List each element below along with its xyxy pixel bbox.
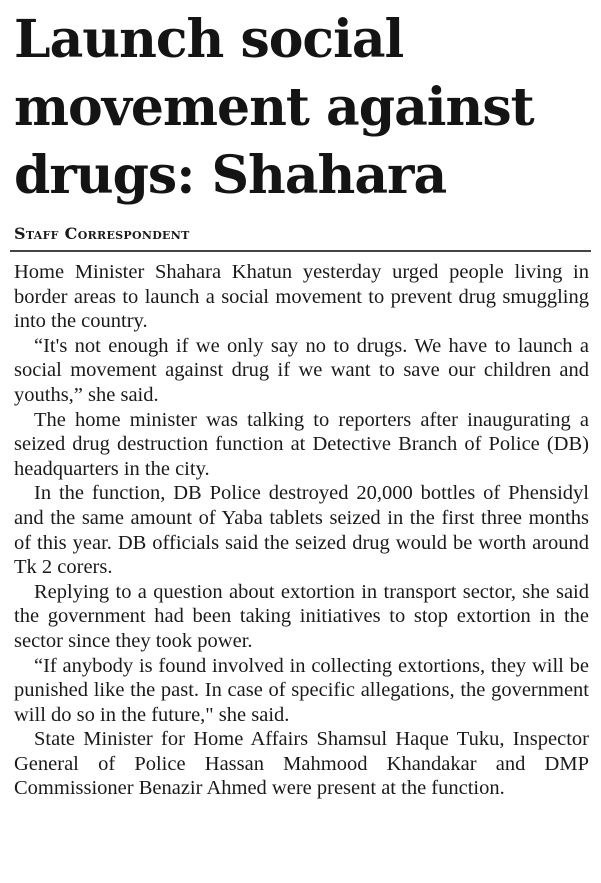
byline-section (10, 224, 591, 252)
article-paragraph-1: Home Minister Shahara Khatun yesterday urged people living in border areas to launch a social movement to prevent drug smuggling into the country. (14, 261, 589, 333)
article-paragraph-7: State Minister for Home Affairs Shamsul Haque Tuku, Inspector General of Police Hassan Mahmood Khandakar and DMP Commissioner Benazir Ahmed were present at the function. (14, 728, 589, 800)
article-paragraph-2: “It's not enough if we only say no to drugs. We have to launch a social movement against drug if we want to save our children and youths,” she said. (14, 334, 589, 406)
article-paragraph-6: “If anybody is found involved in collecting extortions, they will be punished like the past. In case of specific allegations, the government will do so in the future," she said. (14, 654, 589, 726)
article-byline: Staff Correspondent (14, 224, 190, 243)
article-paragraph-5: Replying to a question about extortion in transport sector, she said the government had been taking initiatives to stop extortion in the sector since they took power. (14, 580, 589, 652)
article-paragraph-4: In the function, DB Police destroyed 20,000 bottles of Phensidyl and the same amount of Yaba tablets seized in the first three months of this year. DB officials said the seized drug would be worth around Tk 2 corers. (14, 482, 589, 579)
article-paragraph-3: The home minister was talking to reporters after inaugurating a seized drug destruction function at Detective Branch of Police (DB) headquarters in the city. (14, 408, 589, 480)
article-headline: Launch social movement against drugs: Shahara (14, 9, 534, 206)
article-body (10, 260, 591, 801)
